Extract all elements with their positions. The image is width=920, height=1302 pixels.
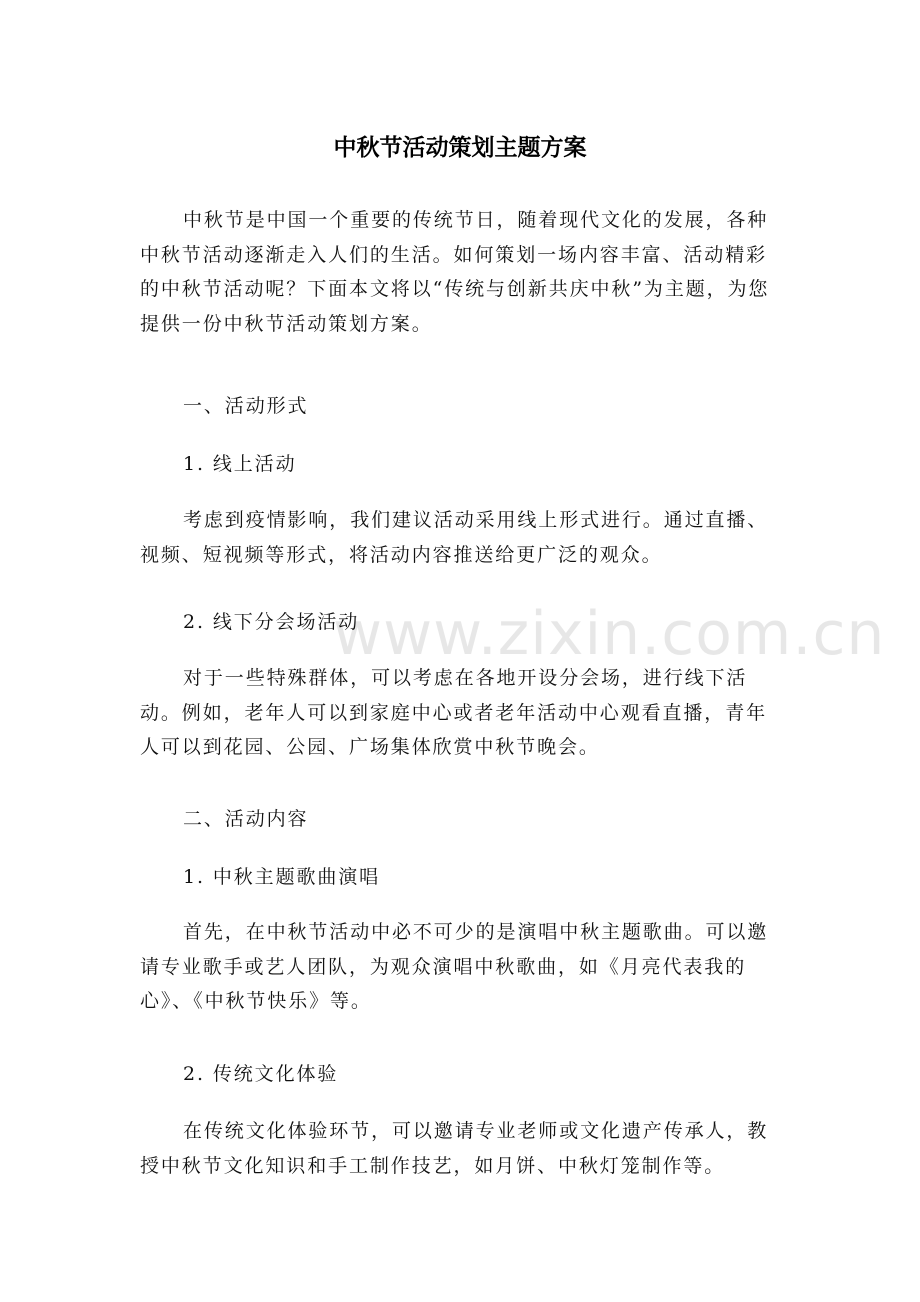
subheading-offline-venue: 2. 线下分会场活动 (183, 611, 360, 633)
theme-songs-paragraph: 首先，在中秋节活动中必不可少的是演唱中秋主题歌曲。可以邀请专业歌手或艺人团队，为观众演唱中秋歌曲，如《月亮代表我的心》、《中秋节快乐》等。 (140, 921, 769, 1012)
section-heading-activity-format: 一、活动形式 (183, 395, 309, 417)
subheading-cultural-experience: 2. 传统文化体验 (183, 1063, 339, 1085)
document-title: 中秋节活动策划主题方案 (333, 135, 587, 161)
subheading-theme-songs: 1. 中秋主题歌曲演唱 (183, 866, 381, 888)
cultural-experience-paragraph: 在传统文化体验环节，可以邀请专业老师或文化遗产传承人，教授中秋节文化知识和手工制作技艺，如月饼、中秋灯笼制作等。 (140, 1120, 769, 1177)
section-heading-activity-content: 二、活动内容 (183, 808, 309, 830)
online-activity-paragraph: 考虑到疫情影响，我们建议活动采用线上形式进行。通过直播、视频、短视频等形式，将活动内容推送给更广泛的观众。 (140, 509, 769, 566)
offline-venue-paragraph: 对于一些特殊群体，可以考虑在各地开设分会场，进行线下活动。例如，老年人可以到家庭中心或者老年活动中心观看直播，青年人可以到花园、公园、广场集体欣赏中秋节晚会。 (140, 667, 768, 758)
intro-paragraph: 中秋节是中国一个重要的传统节日，随着现代文化的发展，各种中秋节活动逐渐走入人们的生活。如何策划一场内容丰富、活动精彩的中秋节活动呢？下面本文将以“传统与创新共庆中秋”为主题，为您提供一份中秋节活动策划方案。 (140, 209, 770, 335)
subheading-online-activity: 1. 线上活动 (183, 453, 297, 475)
watermark-text: www.zixin.com.cn (333, 599, 886, 669)
